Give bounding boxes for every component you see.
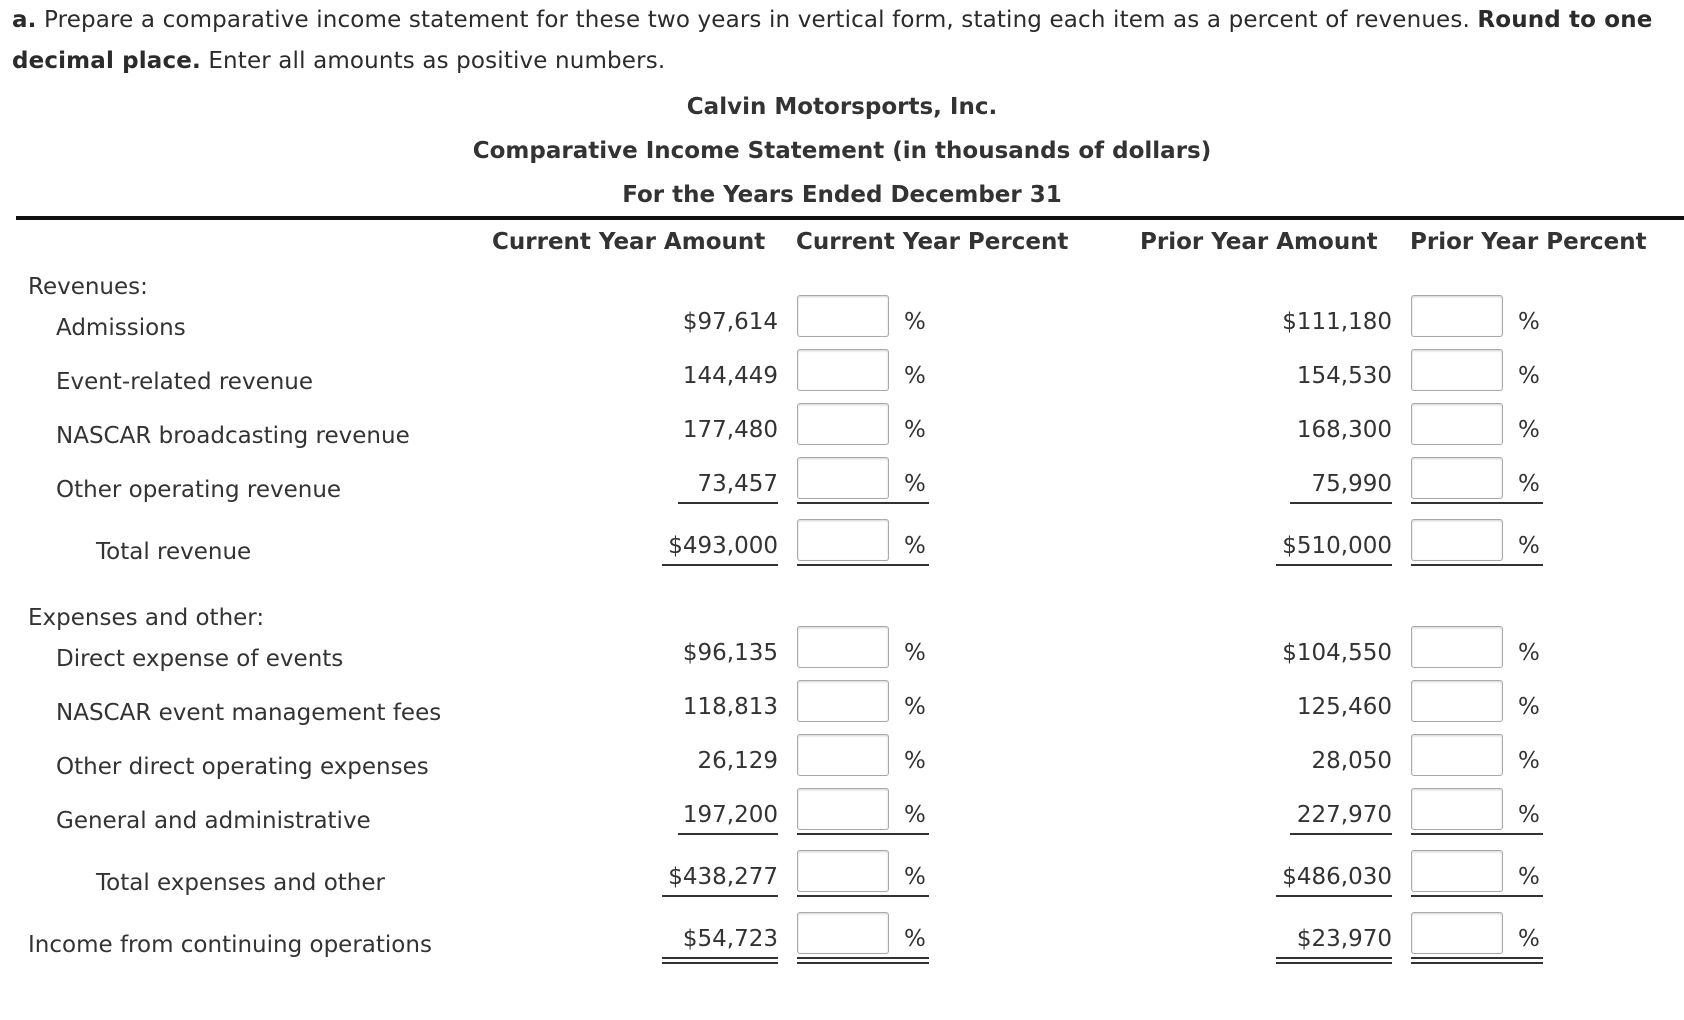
underline [1290,502,1392,504]
py-amount: 227,970 [1296,802,1392,828]
py-percent-input[interactable] [1411,912,1503,954]
percent-sign: % [1518,640,1540,666]
py-percent-input[interactable] [1411,788,1503,830]
statement-period: For the Years Ended December 31 [622,182,1062,208]
cy-amount: 26,129 [697,748,778,774]
underline [1411,962,1543,964]
instructions-text: Prepare a comparative income statement for these two years in vertical form, stating each item as a percent of revenues. [36,7,1478,33]
py-amount: $104,550 [1282,640,1392,666]
cy-amount: $54,723 [682,926,778,952]
py-percent-input[interactable] [1411,349,1503,391]
percent-sign: % [904,363,926,389]
col-header-cy-percent: Current Year Percent [796,229,1069,255]
col-header-py-amount: Prior Year Amount [1140,229,1378,255]
py-amount: 168,300 [1296,417,1392,443]
underline [797,895,929,897]
underline [1411,502,1543,504]
underline [797,502,929,504]
py-amount: $23,970 [1296,926,1392,952]
row-label: Income from continuing operations [28,932,432,958]
underline [1411,833,1543,835]
underline [797,957,929,959]
row-label: NASCAR event management fees [56,700,442,726]
underline [1411,957,1543,959]
py-percent-input[interactable] [1411,457,1503,499]
row-label: Direct expense of events [56,646,344,672]
py-percent-input[interactable] [1411,734,1503,776]
row-label: NASCAR broadcasting revenue [56,423,410,449]
percent-sign: % [1518,471,1540,497]
cy-amount: $438,277 [668,864,778,890]
cy-percent-input[interactable] [797,626,889,668]
instructions [12,0,1672,82]
underline [797,962,929,964]
cy-amount: 73,457 [697,471,778,497]
row-label: Total revenue [96,539,252,565]
cy-percent-input[interactable] [797,403,889,445]
row-label: Other direct operating expenses [56,754,429,780]
py-percent-input[interactable] [1411,680,1503,722]
underline [1290,833,1392,835]
cy-amount: 144,449 [682,363,778,389]
underline [662,957,778,959]
underline [678,502,778,504]
row-label: General and administrative [56,808,371,834]
cy-amount: $493,000 [668,533,778,559]
part-label: a. [12,7,37,33]
row-label: Total expenses and other [96,870,385,896]
row-label: Admissions [56,315,186,341]
company-name: Calvin Motorsports, Inc. [686,94,998,120]
py-percent-input[interactable] [1411,626,1503,668]
cy-amount: $97,614 [682,309,778,335]
underline [1276,895,1392,897]
percent-sign: % [1518,417,1540,443]
underline [1276,962,1392,964]
rounding-instruction: Round to one decimal place. [12,7,1653,74]
percent-sign: % [1518,694,1540,720]
percent-sign: % [1518,926,1540,952]
percent-sign: % [904,864,926,890]
py-amount: $510,000 [1282,533,1392,559]
percent-sign: % [1518,363,1540,389]
py-percent-input[interactable] [1411,850,1503,892]
underline [1411,895,1543,897]
percent-sign: % [1518,748,1540,774]
percent-sign: % [904,926,926,952]
py-percent-input[interactable] [1411,403,1503,445]
cy-percent-input[interactable] [797,457,889,499]
cy-amount: 177,480 [682,417,778,443]
percent-sign: % [904,417,926,443]
cy-percent-input[interactable] [797,850,889,892]
cy-amount: 197,200 [682,802,778,828]
underline [1411,564,1543,566]
percent-sign: % [904,748,926,774]
py-amount: $111,180 [1282,309,1392,335]
py-amount: 75,990 [1311,471,1392,497]
row-label: Other operating revenue [56,477,342,503]
underline [797,564,929,566]
underline [662,564,778,566]
underline [1276,564,1392,566]
py-amount: $486,030 [1282,864,1392,890]
cy-percent-input[interactable] [797,519,889,561]
cy-percent-input[interactable] [797,680,889,722]
cy-percent-input[interactable] [797,912,889,954]
section-revenues: Revenues: [28,274,148,300]
percent-sign: % [1518,309,1540,335]
cy-percent-input[interactable] [797,349,889,391]
statement-title: Comparative Income Statement (in thousands of dollars) [472,138,1212,164]
col-header-cy-amount: Current Year Amount [492,229,766,255]
percent-sign: % [904,471,926,497]
underline [662,895,778,897]
col-header-py-percent: Prior Year Percent [1410,229,1647,255]
py-percent-input[interactable] [1411,295,1503,337]
cy-amount: $96,135 [682,640,778,666]
underline [678,833,778,835]
percent-sign: % [904,640,926,666]
cy-percent-input[interactable] [797,788,889,830]
underline [797,833,929,835]
underline [1276,957,1392,959]
percent-sign: % [904,309,926,335]
percent-sign: % [904,694,926,720]
py-percent-input[interactable] [1411,519,1503,561]
percent-sign: % [1518,802,1540,828]
percent-sign: % [1518,533,1540,559]
cy-percent-input[interactable] [797,734,889,776]
section-expenses: Expenses and other: [28,605,265,631]
percent-sign: % [904,533,926,559]
py-amount: 28,050 [1311,748,1392,774]
underline [662,962,778,964]
py-amount: 125,460 [1296,694,1392,720]
percent-sign: % [904,802,926,828]
percent-sign: % [1518,864,1540,890]
instructions-tail: Enter all amounts as positive numbers. [200,48,666,74]
header-rule [16,216,1684,220]
py-amount: 154,530 [1296,363,1392,389]
cy-amount: 118,813 [682,694,778,720]
cy-percent-input[interactable] [797,295,889,337]
row-label: Event-related revenue [56,369,314,395]
